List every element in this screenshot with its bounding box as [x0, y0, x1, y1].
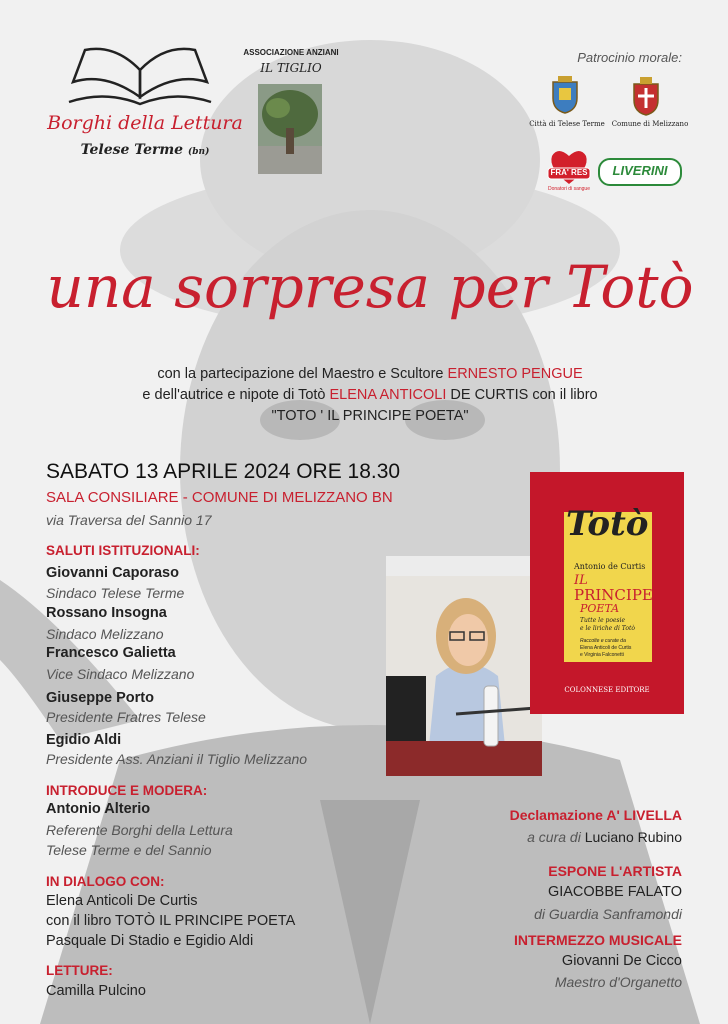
modera-header: INTRODUCE E MODERA:: [46, 783, 208, 798]
saluti-role-1: Sindaco Telese Terme: [46, 585, 185, 601]
book-cover: [530, 472, 684, 714]
borghi-logo: [40, 38, 250, 178]
musica-name: Giovanni De Cicco: [561, 953, 682, 969]
declamazione-name: Luciano Rubino: [584, 829, 682, 845]
artista-header: ESPONE L'ARTISTA: [548, 863, 682, 879]
fratres-logo: [546, 146, 592, 202]
saluti-role-5: Presidente Ass. Anziani il Tiglio Melizzano: [46, 751, 308, 767]
borghi-town: Telese Terme: [80, 142, 184, 158]
dialogo-line-2: con il libro TOTÒ IL PRINCIPE POETA: [46, 913, 296, 929]
anziani-title: ASSOCIAZIONE ANZIANI: [243, 48, 339, 57]
tree-photo: [258, 84, 322, 174]
intro-line2: [60, 385, 680, 406]
artista-role: di Guardia Sanframondi: [534, 906, 682, 922]
open-book-icon: [65, 42, 215, 112]
book-publisher: COLONNESE EDITORE: [564, 686, 650, 694]
modera-role-1: Referente Borghi della Lettura: [46, 822, 233, 838]
book-brand: Totò: [566, 504, 649, 544]
saluti-name-1: Giovanni Caporaso: [46, 565, 179, 581]
anziani-name: IL TIGLIO: [260, 61, 322, 75]
saluti-role-3: Vice Sindaco Melizzano: [46, 666, 195, 682]
liverini-name: LIVERINI: [612, 163, 668, 178]
declamazione-line: [527, 829, 682, 845]
borghi-subtitle: [40, 142, 250, 158]
musica-header: INTERMEZZO MUSICALE: [514, 932, 682, 948]
intro-line3: "TOTO ' IL PRINCIPE POETA": [271, 408, 469, 424]
modera-name: Antonio Alterio: [46, 801, 151, 817]
modera-role-2: Telese Terme e del Sannio: [46, 842, 212, 858]
letture-name: Camilla Pulcino: [46, 983, 146, 999]
intro-line2-text: e dell'autrice e nipote di Totò: [142, 387, 330, 403]
dialogo-line-3: Pasquale Di Stadio e Egidio Aldi: [46, 933, 254, 949]
liverini-logo: [598, 158, 682, 186]
saluti-name-3: Francesco Galietta: [46, 645, 176, 661]
letture-header: LETTURE:: [46, 963, 113, 978]
declamazione-pre: a cura di: [527, 829, 585, 845]
saluti-role-2: Sindaco Melizzano: [46, 626, 164, 642]
saluti-header: SALUTI ISTITUZIONALI:: [46, 543, 200, 558]
event-title: una sorpresa per Totò: [46, 253, 694, 321]
fratres-name: FRA' RES: [550, 168, 588, 177]
author-photo-drawing: [386, 556, 542, 776]
book-author: Antonio de Curtis: [574, 562, 646, 571]
book-sub-2: e le liriche di Totò: [580, 625, 635, 632]
intro-block: [60, 364, 680, 427]
fratres-sub: Donatori di sangue: [548, 186, 590, 192]
declamazione-header: Declamazione A' LIVELLA: [509, 807, 682, 823]
intro-line2-post: DE CURTIS con il libro: [446, 387, 598, 403]
book-sub-1: Tutte le poesie: [580, 617, 626, 624]
event-venue: SALA CONSILIARE - COMUNE DI MELIZZANO BN: [46, 489, 393, 506]
sponsor-melizzano-label: Comune di Melizzano: [611, 120, 689, 128]
saluti-role-4: Presidente Fratres Telese: [46, 709, 206, 725]
event-address: via Traversa del Sannio 17: [46, 512, 212, 528]
dialogo-line-1: Elena Anticoli De Curtis: [46, 893, 198, 909]
intro-line1-name: ERNESTO PENGUE: [447, 366, 583, 382]
sponsor-telese-label: Città di Telese Terme: [529, 120, 605, 128]
intro-line1: [60, 364, 680, 385]
artista-name: GIACOBBE FALATO: [547, 884, 682, 900]
book-edit-1: Raccolte e curate da: [580, 638, 626, 644]
musica-role: Maestro d'Organetto: [554, 974, 682, 990]
borghi-title: Borghi della Lettura: [47, 112, 243, 134]
author-photo: [386, 556, 542, 776]
intro-line2-name: ELENA ANTICOLI: [329, 387, 447, 403]
melizzano-crest-icon: [630, 76, 662, 116]
dialogo-header: IN DIALOGO CON:: [46, 874, 165, 889]
book-title-3: POETA: [580, 602, 620, 615]
anziani-logo: [236, 44, 346, 179]
telese-crest-icon: [550, 76, 580, 114]
book-title-2: PRINCIPE: [574, 586, 653, 604]
heart-drop-icon: [546, 146, 592, 186]
borghi-province: (bn): [187, 147, 210, 157]
saluti-name-2: Rossano Insogna: [46, 605, 167, 621]
book-edit-3: e Virginia Falconetti: [580, 652, 624, 658]
saluti-name-4: Giuseppe Porto: [46, 690, 154, 706]
event-date: SABATO 13 APRILE 2024 ORE 18.30: [46, 460, 401, 483]
intro-line1-text: con la partecipazione del Maestro e Scultore: [157, 366, 448, 382]
saluti-name-5: Egidio Aldi: [46, 732, 122, 748]
patrocinio-label: Patrocinio morale:: [577, 50, 682, 65]
book-edit-2: Elena Anticoli de Curtis: [580, 645, 632, 651]
book-title-1: IL: [574, 573, 588, 588]
